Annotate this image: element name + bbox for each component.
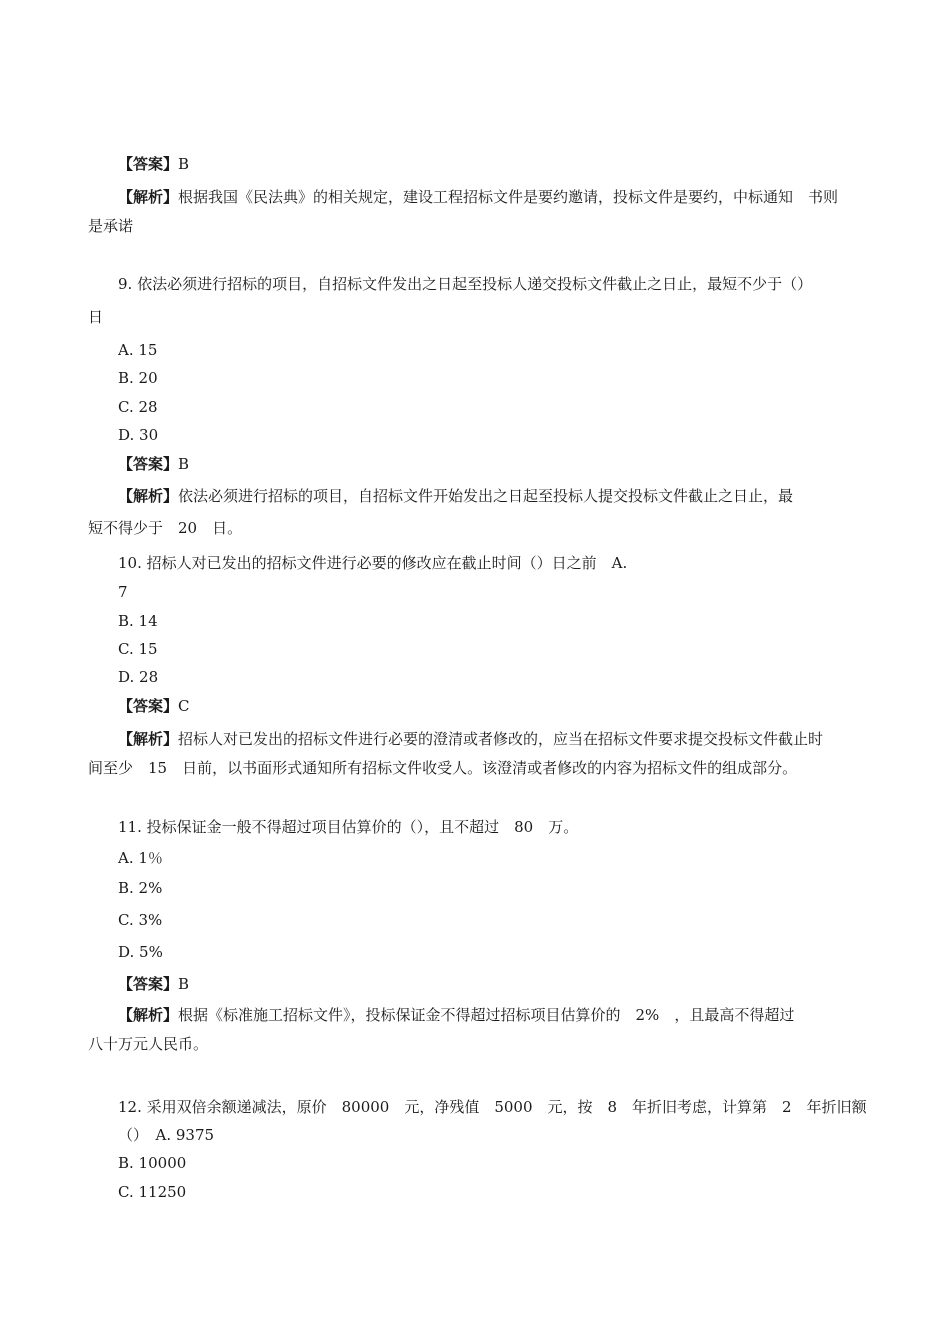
q11-stem: 11. 投标保证金一般不得超过项目估算价的（），且不超过 80 万。 (118, 818, 579, 836)
answer-value: B (178, 455, 190, 473)
answer-label: 【答案】 (118, 697, 179, 715)
q9-option-c: C. 28 (118, 398, 158, 416)
q9-stem-line1: 9. 依法必须进行招标的项目，自招标文件发出之日起至投标人递交投标文件截止之日止，最短不少于（） (118, 275, 813, 293)
q12-stem-line2: （） A. 9375 (118, 1126, 215, 1144)
answer-value: C (178, 697, 190, 715)
q9-option-d: D. 30 (118, 426, 159, 444)
q9-analysis-line2: 短不得少于 20 日。 (88, 519, 243, 537)
q11-analysis-line2: 八十万元人民币。 (88, 1035, 209, 1053)
analysis-label: 【解析】 (118, 1006, 179, 1024)
q9-analysis-line1: 【解析】依法必须进行招标的项目，自招标文件开始发出之日起至投标人提交投标文件截止之日止，最 (118, 487, 794, 505)
answer-value: B (178, 975, 190, 993)
q10-option-a-value: 7 (118, 583, 128, 601)
q10-analysis-line2: 间至少 15 日前，以书面形式通知所有招标文件收受人。该澄清或者修改的内容为招标文件的组成部分。 (88, 759, 798, 777)
q11-option-d: D. 5% (118, 943, 163, 961)
q10-option-b: B. 14 (118, 612, 158, 630)
answer-label: 【答案】 (118, 155, 179, 173)
q12-option-b: B. 10000 (118, 1154, 187, 1172)
q11-answer (118, 974, 189, 994)
answer-value: B (178, 155, 190, 173)
q10-analysis-line1: 【解析】招标人对已发出的招标文件进行必要的澄清或者修改的，应当在招标文件要求提交投标文件截止时 (118, 730, 824, 748)
answer-label: 【答案】 (118, 455, 179, 473)
q11-option-c: C. 3% (118, 911, 163, 929)
q10-option-c: C. 15 (118, 640, 158, 658)
q9-option-b: B. 20 (118, 369, 158, 387)
q11-analysis-line1: 【解析】根据《标准施工招标文件》，投标保证金不得超过招标项目估算价的 2% ，且最高不得超过 (118, 1006, 795, 1024)
q11-option-a: A. 1％ (118, 849, 163, 867)
analysis-label: 【解析】 (118, 188, 179, 206)
q12-stem-line1: 12. 采用双倍余额递减法，原价 80000 元，净残值 5000 元，按 8 年折旧考虑，计算第 2 年折旧额 (118, 1098, 867, 1116)
q10-option-d: D. 28 (118, 668, 159, 686)
prev-analysis-line2: 是承诺 (88, 217, 134, 235)
prev-analysis-line1: 【解析】根据我国《民法典》的相关规定，建设工程招标文件是要约邀请，投标文件是要约，中标通知 书则 (118, 188, 839, 206)
analysis-label: 【解析】 (118, 487, 179, 505)
answer-label: 【答案】 (118, 975, 179, 993)
q9-stem-line2: 日 (88, 308, 104, 326)
q10-stem-line1: 10. 招标人对已发出的招标文件进行必要的修改应在截止时间（）日之前 A. (118, 554, 628, 572)
q9-answer (118, 454, 189, 474)
analysis-label: 【解析】 (118, 730, 179, 748)
q10-answer (118, 696, 190, 716)
q11-option-b: B. 2% (118, 879, 163, 897)
prev-answer (118, 154, 189, 174)
q12-option-c: C. 11250 (118, 1183, 187, 1201)
q9-option-a: A. 15 (118, 341, 158, 359)
